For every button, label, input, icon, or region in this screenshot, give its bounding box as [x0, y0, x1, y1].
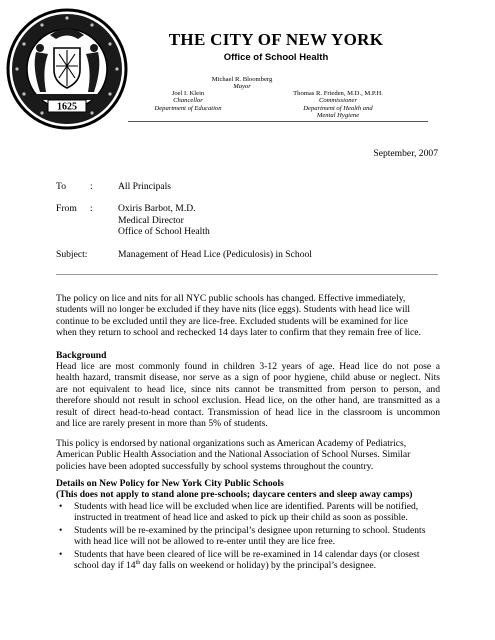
background-line: Head lice are most commonly found in children 3-12 years of age. Head lice do not pose a	[56, 361, 440, 372]
subject-value: Management of Head Lice (Pediculosis) in School	[118, 249, 312, 260]
bullet-line: Students with head lice will be excluded when lice are identified. Parents will be notified,	[74, 501, 419, 512]
bullet-line: Students that have been cleared of lice will be re-examined in 14 calendar days (or closest	[74, 548, 420, 560]
background-title: Background	[56, 350, 107, 361]
bullet-line	[74, 560, 440, 571]
bullet-line: with head lice will not be allowed to re-enter until they are lice free.	[74, 536, 336, 548]
bullet-text: day falls on weekend or holiday) by the principal’s designee.	[140, 560, 377, 572]
background-line: health hazard, transmit disease, nor serve as a sign of poor hygiene, child abuse or neglect. Nits	[56, 372, 440, 384]
from-line: Office of School Health	[118, 226, 210, 237]
bullet-icon: •	[59, 501, 63, 512]
intro-line: students will no longer be excluded if they have nits (lice eggs). Students with head lice will	[56, 304, 411, 316]
from-colon: :	[90, 203, 93, 214]
background-line: result of direct head-to-head contact. Transmission of head lice in the classroom is uncommon	[56, 406, 440, 418]
background-line: are not equivalent to head lice, since nits cannot be transmitted from person to person, and	[56, 383, 440, 395]
policy-bullet-list	[56, 501, 440, 572]
city-seal-emblem	[6, 8, 128, 130]
from-line: Medical Director	[118, 214, 184, 226]
to-colon: :	[90, 181, 93, 192]
commissioner-title: Commissioner	[318, 97, 358, 105]
chancellor-name: Joel I. Klein	[171, 90, 205, 97]
details-heading-line-2: (This does not apply to stand alone pre-schools; daycare centers and sleep away camps)	[56, 489, 413, 501]
bullet-icon: •	[59, 548, 63, 560]
commissioner-dept-1: Department of Health and	[303, 104, 373, 112]
list-item	[56, 525, 440, 548]
intro-line: The policy on lice and nits for all NYC public schools has changed. Effective immediately,	[56, 293, 406, 304]
details-heading-line-1: Details on New Policy for New York City Public Schools	[56, 478, 284, 489]
endorsement-line: policies have been adopted successfully by school systems throughout the country.	[56, 460, 374, 472]
endorsement-paragraph	[56, 438, 440, 472]
to-value: All Principals	[118, 181, 172, 192]
to-label: To	[56, 181, 66, 192]
memo-date: September, 2007	[373, 148, 438, 159]
from-line: Oxiris Barbot, M.D.	[118, 203, 196, 214]
list-item	[56, 549, 440, 572]
chancellor-title: Chancellor	[173, 97, 203, 105]
details-heading	[56, 478, 440, 501]
subject-label: Subject:	[56, 249, 88, 260]
bullet-line: Students will be re-examined by the principal’s designee upon returning to school. Students	[74, 524, 426, 536]
mayor-name: Michael R. Bloomberg	[211, 76, 273, 83]
commissioner-dept-2: Mental Hygiene	[316, 112, 360, 120]
commissioner-block	[272, 90, 404, 120]
bullet-icon: •	[59, 524, 63, 536]
subject-divider	[56, 274, 438, 275]
bullet-line: instructed in treatment of head lice and asked to pick up their child as soon as possible.	[74, 512, 408, 524]
header-divider	[128, 121, 428, 122]
chancellor-dept: Department of Education	[154, 104, 222, 112]
from-value	[118, 203, 438, 238]
intro-line: when they return to school and rechecked 14 days later to confirm that they remain free of lice.	[56, 327, 421, 339]
endorsement-line: American Public Health Association and the National Association of School Nurses. Similar	[56, 449, 411, 461]
background-line: and lice are rarely present in more than 5% of students.	[56, 418, 268, 430]
office-name: Office of School Health	[223, 52, 329, 63]
background-heading	[56, 350, 440, 361]
ordinal-suffix: th	[135, 559, 141, 566]
mayor-block	[190, 76, 294, 91]
seal-year: 1625	[57, 101, 77, 113]
bullet-text: school day if 14	[74, 560, 136, 572]
commissioner-name: Thomas R. Frieden, M.D., M.P.H.	[293, 90, 383, 97]
mayor-title: Mayor	[233, 83, 251, 91]
intro-line: continue to be excluded until they are lice-free. Excluded students will be examined for lice	[56, 315, 408, 327]
intro-paragraph	[56, 293, 440, 339]
background-line: therefore should not result in school exclusion. Head lice, on the other hand, are transmitted as a	[56, 395, 440, 407]
from-label: From	[56, 203, 77, 214]
chancellor-block	[140, 90, 236, 112]
endorsement-line: This policy is endorsed by national organizations such as American Academy of Pediatrics,	[56, 438, 407, 449]
list-item	[56, 501, 440, 524]
city-title: THE CITY OF NEW YORK	[168, 30, 384, 49]
background-paragraph	[56, 361, 440, 429]
